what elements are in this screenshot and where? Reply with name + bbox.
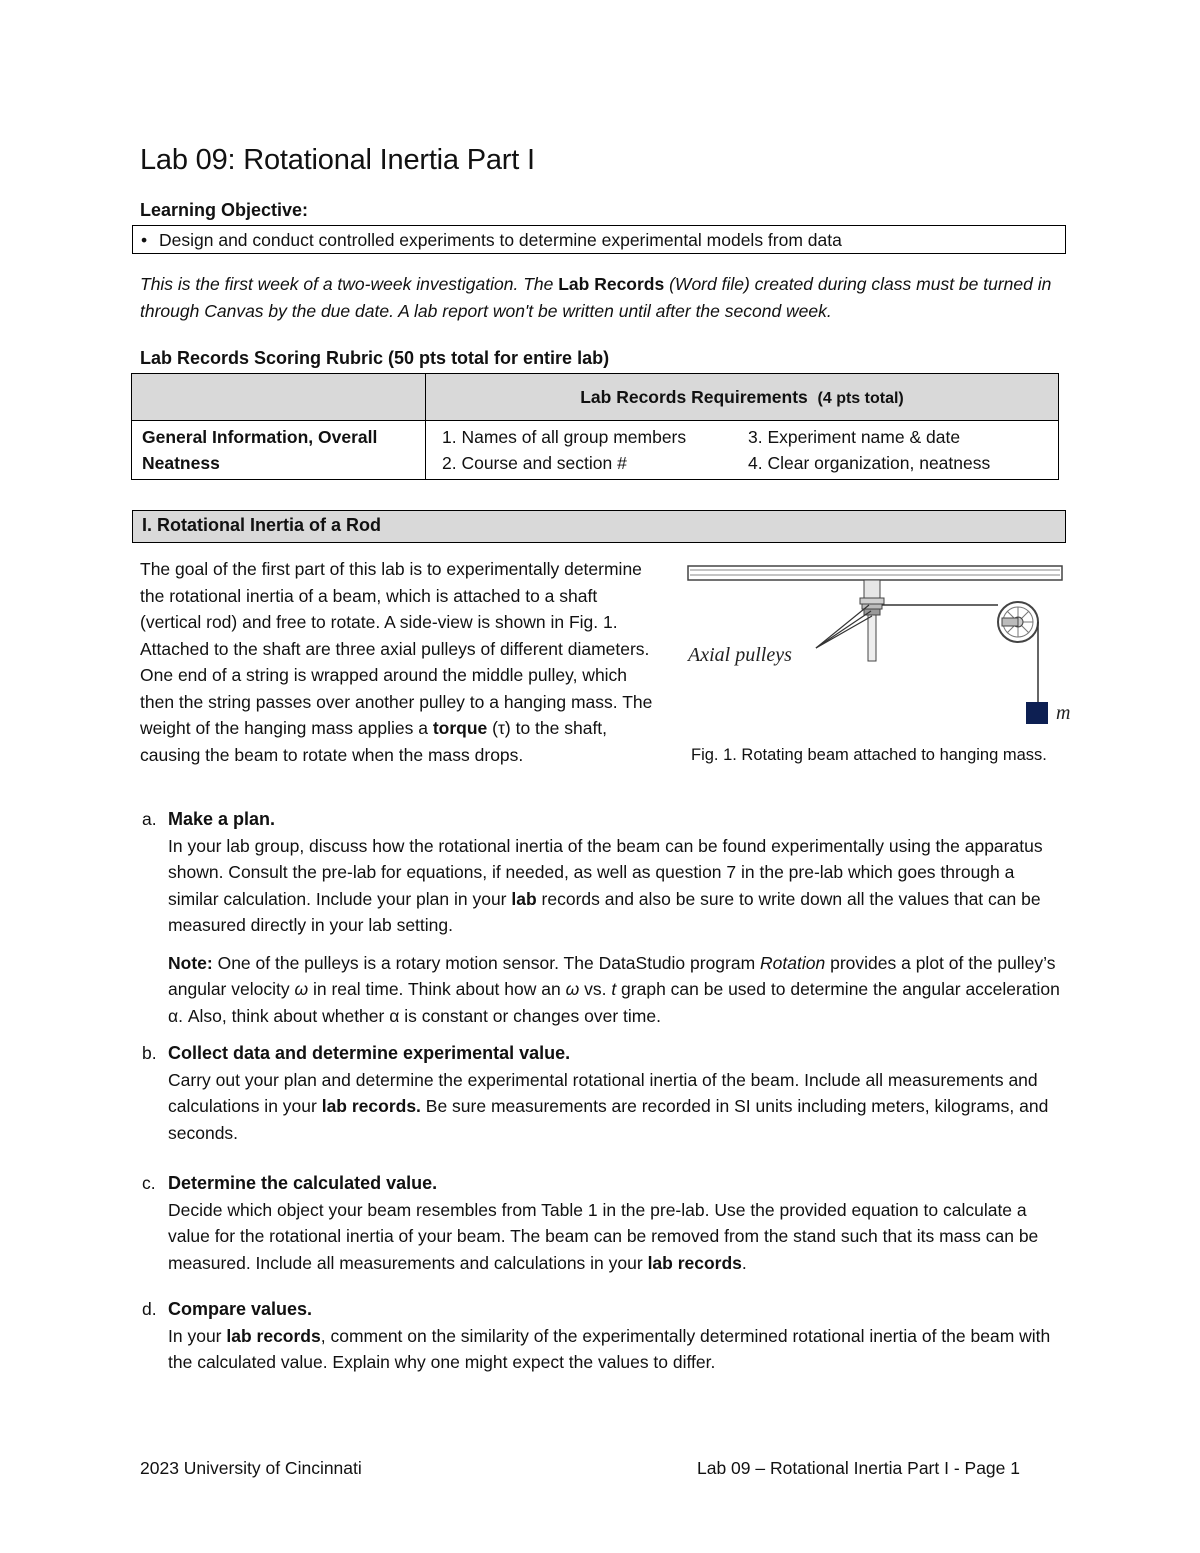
intro-paragraph: This is the first week of a two-week investigation. The Lab Records (Word file) created during class must be turned in through Canvas by the due date. A lab report won't be written until after the second week. xyxy=(140,274,1052,321)
mass-label: m xyxy=(1056,702,1071,724)
item-calculated-value xyxy=(142,1170,1062,1276)
axial-pulleys-label: Axial pulleys xyxy=(688,644,792,666)
item-heading: Collect data and determine experimental value. xyxy=(168,1043,571,1063)
pulley-wheel xyxy=(998,602,1038,642)
item-heading: Compare values. xyxy=(168,1299,313,1319)
item-text: Carry out your plan and determine the experimental rotational inertia of the beam. Include all measurements and calculations in your lab records. Be sure measurements are recorded in SI units including meters, kilograms, and seconds. xyxy=(168,1069,1049,1143)
item-compare-values xyxy=(142,1296,1062,1376)
requirement-item: 4. Clear organization, neatness xyxy=(748,453,991,473)
item-heading: Determine the calculated value. xyxy=(168,1173,438,1193)
rubric-table xyxy=(131,373,1059,480)
item-letter: a. xyxy=(142,809,157,829)
learning-objective-box xyxy=(132,225,1066,254)
footer-copyright: 2023 University of Cincinnati xyxy=(140,1458,362,1478)
figure-caption: Fig. 1. Rotating beam attached to hanging mass. xyxy=(691,746,1047,764)
rubric-heading: Lab Records Scoring Rubric (50 pts total for entire lab) xyxy=(140,348,610,368)
section-title: I. Rotational Inertia of a Rod xyxy=(132,510,1066,543)
rotating-beam-figure xyxy=(686,560,1071,730)
item-collect-data xyxy=(142,1040,1062,1146)
hanging-mass xyxy=(1026,702,1048,724)
item-text: In your lab group, discuss how the rotational inertia of the beam can be found experimentally using the apparatus shown. Consult the pre-lab for equations, if needed, as well as question 7 in the pre-lab which goes through a similar calculation. Include your plan in your lab records and also be sure to write down all the values that can be measured directly in your lab setting. xyxy=(168,835,1043,935)
lab-records-bold: Lab Records xyxy=(558,274,665,294)
page-title: Lab 09: Rotational Inertia Part I xyxy=(140,144,535,176)
item-letter: c. xyxy=(142,1173,156,1193)
rubric-requirements xyxy=(426,421,1059,480)
item-letter: d. xyxy=(142,1299,157,1319)
rubric-row xyxy=(132,421,1059,480)
item-make-plan xyxy=(142,806,1062,1029)
item-letter: b. xyxy=(142,1043,157,1063)
requirement-item: 3. Experiment name & date xyxy=(748,427,961,447)
requirement-item: 1. Names of all group members xyxy=(442,427,687,447)
requirement-item: 2. Course and section # xyxy=(442,453,627,473)
torque-bold: torque xyxy=(432,718,488,738)
goal-paragraph: The goal of the first part of this lab is to experimentally determine the rotational inertia of a beam, which is attached to a shaft (vertical rod) and free to rotate. A side-view is shown in Fig. 1. Attached to the shaft are three axial pulleys of different diameters. One end of a string is wrapped around the middle pulley, which then the string passes over another pulley to a hanging mass. The weight of the hanging mass applies a torque (τ) to the shaft, causing the beam to rotate when the mass drops. xyxy=(140,559,653,765)
objective-text: Design and conduct controlled experiments to determine experimental models from data xyxy=(159,230,842,250)
item-heading: Make a plan. xyxy=(168,809,276,829)
rubric-header-points: (4 pts total) xyxy=(817,389,904,407)
learning-objective-heading: Learning Objective: xyxy=(140,200,309,220)
item-text: Decide which object your beam resembles from Table 1 in the pre-lab. Use the provided equation to calculate a value for the rotational inertia of your beam. The beam can be removed from the stand such that its mass can be measured. Include all measurements and calculations in your lab records. xyxy=(168,1199,1039,1273)
rubric-header-row xyxy=(132,374,1059,421)
rubric-header-empty xyxy=(132,374,426,421)
rubric-category: General Information, Overall Neatness xyxy=(132,421,426,480)
note-paragraph: Note: One of the pulleys is a rotary motion sensor. The DataStudio program Rotation provides a plot of the pulley’s angular velocity ω in real time. Think about how an ω vs. t graph can be used to determine the angular acceleration α. Also, think about whether α is constant or changes over time. xyxy=(168,952,1060,1026)
rubric-header-requirements: Lab Records Requirements (4 pts total) xyxy=(426,374,1059,421)
bullet-icon: • xyxy=(141,230,148,250)
item-text: In your lab records, comment on the similarity of the experimentally determined rotational inertia of the beam with the calculated value. Explain why one might expect the values to differ. xyxy=(168,1325,1051,1372)
footer-page-label: Lab 09 – Rotational Inertia Part I - Page 1 xyxy=(697,1458,1020,1478)
note-label: Note: xyxy=(168,952,213,973)
beam xyxy=(688,566,1062,580)
